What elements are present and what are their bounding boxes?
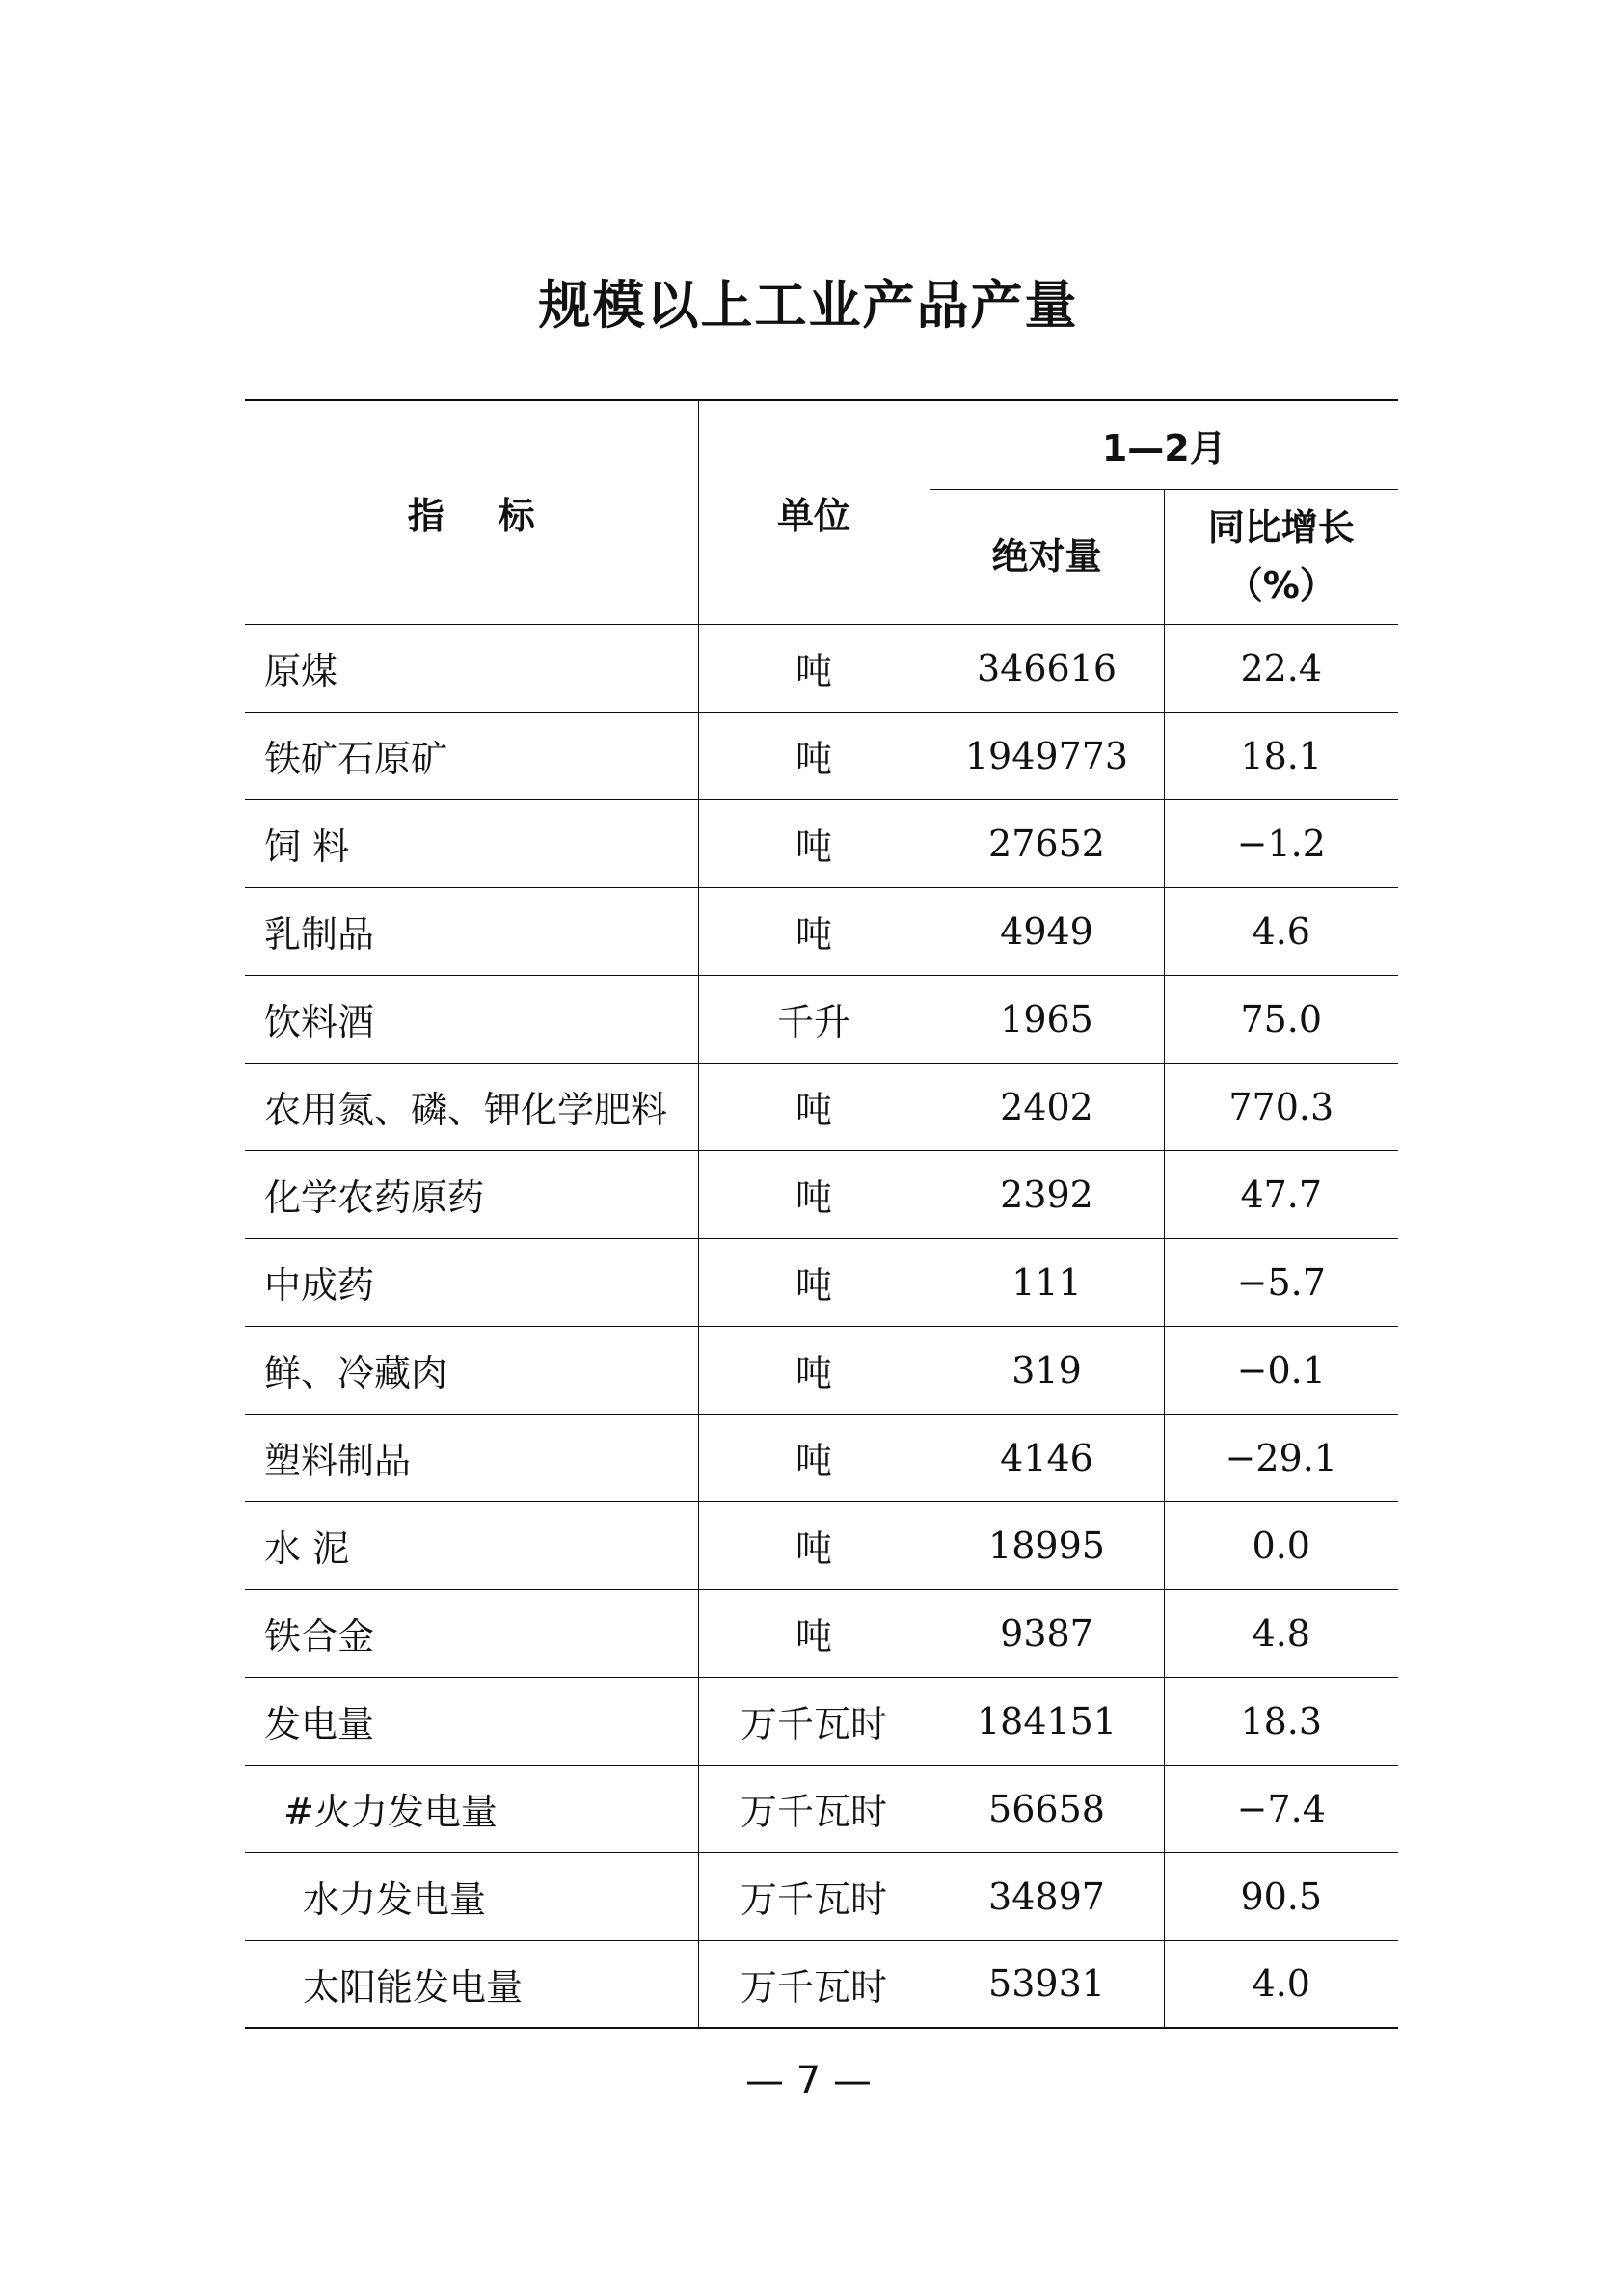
unit-cell: 万千瓦时 [698, 1852, 930, 1940]
table-row [245, 1238, 1398, 1326]
unit-cell: 吨 [698, 799, 930, 887]
absolute-value-cell: 53931 [930, 1940, 1164, 2028]
growth-value-cell: 75.0 [1164, 975, 1398, 1063]
header-indicator: 指标 [245, 400, 698, 624]
unit-cell: 吨 [698, 1238, 930, 1326]
header-growth-unit: （%） [1226, 564, 1336, 607]
growth-value-cell: −29.1 [1164, 1414, 1398, 1501]
unit-cell: 吨 [698, 887, 930, 975]
absolute-value-cell: 9387 [930, 1589, 1164, 1677]
unit-cell: 吨 [698, 712, 930, 799]
absolute-value-cell: 56658 [930, 1765, 1164, 1852]
growth-value-cell: 4.8 [1164, 1589, 1398, 1677]
unit-cell: 吨 [698, 1589, 930, 1677]
table-row [245, 624, 1398, 712]
absolute-value-cell: 111 [930, 1238, 1164, 1326]
absolute-value-cell: 2402 [930, 1063, 1164, 1150]
absolute-value-cell: 27652 [930, 799, 1164, 887]
table-row [245, 975, 1398, 1063]
page-title: 规模以上工业产品产量 [538, 275, 1079, 336]
indicator-cell: 饮料酒 [245, 975, 698, 1063]
table-row [245, 712, 1398, 799]
absolute-value-cell: 319 [930, 1326, 1164, 1414]
indicator-cell: 铁矿石原矿 [245, 712, 698, 799]
table-row [245, 887, 1398, 975]
header-unit: 单位 [698, 400, 930, 624]
unit-cell: 万千瓦时 [698, 1677, 930, 1765]
indicator-cell: 农用氮、磷、钾化学肥料 [245, 1063, 698, 1150]
growth-value-cell: 22.4 [1164, 624, 1398, 712]
indicator-cell: 化学农药原药 [245, 1150, 698, 1238]
table-row [245, 1150, 1398, 1238]
growth-value-cell: −5.7 [1164, 1238, 1398, 1326]
indicator-cell: 饲 料 [245, 799, 698, 887]
absolute-value-cell: 18995 [930, 1501, 1164, 1589]
header-growth-label: 同比增长 [1207, 506, 1355, 549]
header-growth [1164, 489, 1398, 624]
absolute-value-cell: 4949 [930, 887, 1164, 975]
header-absolute: 绝对量 [930, 489, 1164, 624]
header-period: 1—2月 [930, 400, 1398, 489]
growth-value-cell: 770.3 [1164, 1063, 1398, 1150]
unit-cell: 吨 [698, 1326, 930, 1414]
unit-cell: 吨 [698, 624, 930, 712]
indicator-cell: 塑料制品 [245, 1414, 698, 1501]
growth-value-cell: −1.2 [1164, 799, 1398, 887]
growth-value-cell: 90.5 [1164, 1852, 1398, 1940]
indicator-cell: 中成药 [245, 1238, 698, 1326]
growth-value-cell: 4.0 [1164, 1940, 1398, 2028]
table-row [245, 1677, 1398, 1765]
unit-cell: 吨 [698, 1063, 930, 1150]
indicator-cell: 鲜、冷藏肉 [245, 1326, 698, 1414]
indicator-cell: 原煤 [245, 624, 698, 712]
absolute-value-cell: 4146 [930, 1414, 1164, 1501]
table-row [245, 799, 1398, 887]
table-row [245, 1589, 1398, 1677]
growth-value-cell: 18.3 [1164, 1677, 1398, 1765]
unit-cell: 吨 [698, 1150, 930, 1238]
unit-cell: 万千瓦时 [698, 1765, 930, 1852]
growth-value-cell: 4.6 [1164, 887, 1398, 975]
absolute-value-cell: 2392 [930, 1150, 1164, 1238]
unit-cell: 千升 [698, 975, 930, 1063]
unit-cell: 万千瓦时 [698, 1940, 930, 2028]
table-row [245, 1852, 1398, 1940]
indicator-cell: #火力发电量 [245, 1765, 698, 1852]
absolute-value-cell: 1949773 [930, 712, 1164, 799]
table-row [245, 1501, 1398, 1589]
table-row [245, 1063, 1398, 1150]
indicator-cell: 水力发电量 [245, 1852, 698, 1940]
growth-value-cell: 18.1 [1164, 712, 1398, 799]
growth-value-cell: −7.4 [1164, 1765, 1398, 1852]
table-row [245, 1414, 1398, 1501]
growth-value-cell: 47.7 [1164, 1150, 1398, 1238]
table-row [245, 1940, 1398, 2028]
growth-value-cell: −0.1 [1164, 1326, 1398, 1414]
production-table [245, 399, 1398, 2029]
absolute-value-cell: 34897 [930, 1852, 1164, 1940]
table-row [245, 1765, 1398, 1852]
growth-value-cell: 0.0 [1164, 1501, 1398, 1589]
unit-cell: 吨 [698, 1414, 930, 1501]
indicator-cell: 乳制品 [245, 887, 698, 975]
absolute-value-cell: 1965 [930, 975, 1164, 1063]
indicator-cell: 铁合金 [245, 1589, 698, 1677]
indicator-cell: 水 泥 [245, 1501, 698, 1589]
indicator-cell: 发电量 [245, 1677, 698, 1765]
page-number: — 7 — [745, 2059, 872, 2103]
unit-cell: 吨 [698, 1501, 930, 1589]
absolute-value-cell: 346616 [930, 624, 1164, 712]
absolute-value-cell: 184151 [930, 1677, 1164, 1765]
table-row [245, 1326, 1398, 1414]
indicator-cell: 太阳能发电量 [245, 1940, 698, 2028]
